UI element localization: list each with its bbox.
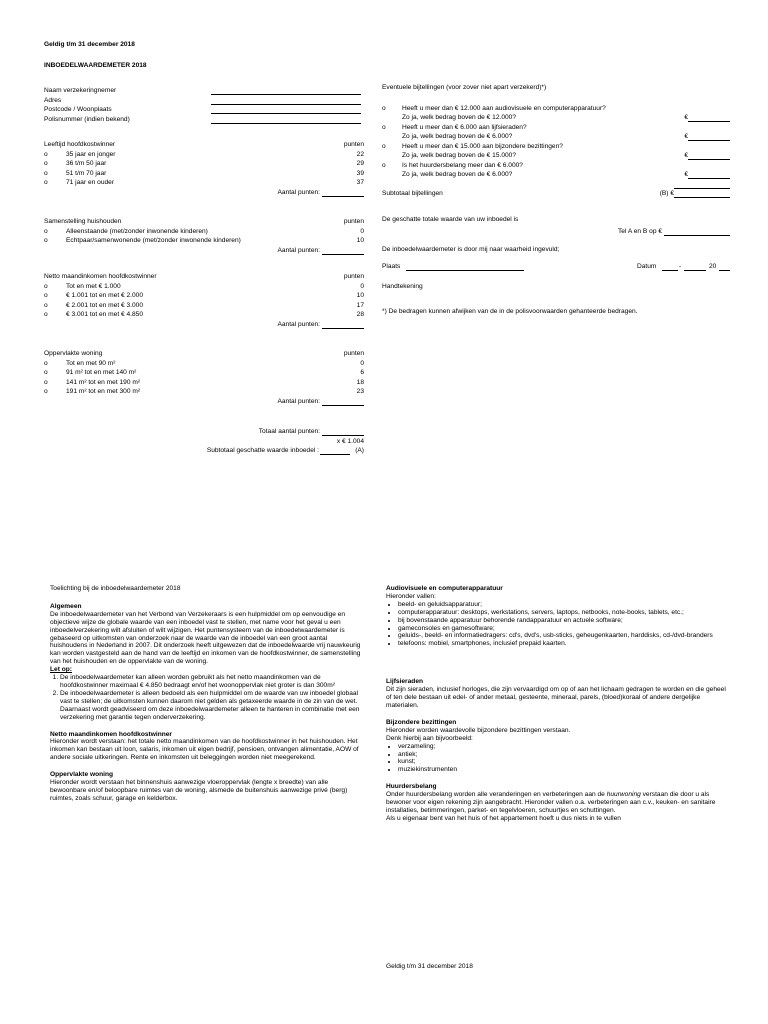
radio-icon[interactable]: o <box>44 311 48 318</box>
surface-total-input[interactable] <box>322 398 364 406</box>
radio-icon[interactable]: o <box>44 292 48 299</box>
postcode-input-line[interactable] <box>211 106 361 114</box>
general-title: Algemeen <box>50 602 82 610</box>
radio-icon[interactable]: o <box>44 227 48 235</box>
list-item: • verzameling; <box>398 743 726 751</box>
extras-title: Eventuele bijtellingen (voor zover niet apart verzekerd)*) <box>382 84 547 91</box>
surface-option-2: o 91 m² tot en met 140 m² 6 <box>44 369 364 376</box>
place-input[interactable] <box>406 263 524 271</box>
note-title: Let op: <box>50 666 72 674</box>
list-item: 1. De inboedelwaardemeter kan alleen worden gebruikt als het netto maandinkomen van de hoofdkostwinner maximaal € 4.850 bedraagt en/of het woonoppervlak niet groter is dan 300m² <box>60 674 362 690</box>
total-points-input[interactable] <box>322 428 364 436</box>
extra-1-question: o Heeft u meer dan € 12.000 aan audiovisuele en computerapparatuur? <box>382 104 606 112</box>
tenant-title: Huurdersbelang <box>386 783 437 791</box>
surface-total: Aantal punten: <box>44 398 364 408</box>
special-intro-2: Denk hierbij aan bijvoorbeeld: <box>386 734 473 742</box>
surface-option-1: o Tot en met 90 m² 0 <box>44 359 364 367</box>
tenant-text-2: Als u eigenaar bent van het huis of het appartement hoeft u dus niets in te vullen <box>386 814 621 822</box>
jewel-title: Lijfsieraden <box>386 678 424 686</box>
surface-expl-text: Hieronder wordt verstaan het binnenshuis aanwezige vloeroppervlak (lengte x breedte) van alle bewoonbare en/of beloopbare ruimtes van de woning, alsmede de buitenshuis aanwezige privé (berg) ruimtes, zoals schuur, garage en kelderbox. <box>50 779 348 802</box>
extra-3-question: o Heeft u meer dan € 15.000 aan bijzondere bezittingen? <box>382 142 563 150</box>
income-option-2: o € 1.001 tot en met € 2.000 10 <box>44 292 364 299</box>
extra-2-sub: Zo ja, welk bedrag boven de € 6.000? € <box>382 133 730 143</box>
income-option-1: o Tot en met € 1.000 0 <box>44 282 364 290</box>
explanation-title: Toelichting bij de inboedelwaardemeter 2018 <box>50 585 181 592</box>
household-option-1: o Alleenstaande (met/zonder inwonende kinderen) 0 <box>44 227 364 235</box>
field-postcode: Postcode / Woonplaats <box>44 106 364 116</box>
radio-icon[interactable]: o <box>44 179 48 186</box>
av-list <box>386 601 726 648</box>
extra-2-question: o Heeft u meer dan € 6.000 aan lijfsieraden? <box>382 123 527 131</box>
extra-4-sub: Zo ja, welk bedrag boven de € 6.000? € <box>382 171 730 181</box>
radio-icon[interactable]: o <box>44 160 48 167</box>
list-item: • telefoons: mobiel, smartphones, inclusief prepaid kaarten. <box>398 640 726 648</box>
extra-4-question: o Is het huurdersbelang meer dan € 6.000? <box>382 161 523 169</box>
age-option-4: o 71 jaar en ouder 37 <box>44 179 364 186</box>
date-month-input[interactable] <box>684 263 706 271</box>
radio-icon[interactable]: o <box>44 237 48 244</box>
income-option-3: o € 2.001 tot en met € 3.000 17 <box>44 301 364 309</box>
footer-valid-until: Geldig t/m 31 december 2018 <box>386 963 473 970</box>
radio-icon[interactable]: o <box>44 301 48 309</box>
household-total: Aantal punten: <box>44 247 364 257</box>
estimated-total-input[interactable] <box>664 228 730 236</box>
age-option-2: o 36 t/m 50 jaar 29 <box>44 160 364 167</box>
surface-option-4: o 191 m² tot en met 300 m² 23 <box>44 388 364 395</box>
personal-fields <box>44 87 364 125</box>
subtotal-a-input[interactable] <box>320 447 350 455</box>
radio-icon[interactable]: o <box>44 378 48 386</box>
footnote: *) De bedragen kunnen afwijken van de in de polisvoorwaarden gehanteerde bedragen. <box>382 308 638 315</box>
estimated-sum-row: Tel A en B op € <box>382 228 730 238</box>
income-title: Netto maandinkomen hoofdkostwinner <box>44 273 157 280</box>
date-day-input[interactable] <box>662 263 678 271</box>
extra-3-amount-input[interactable] <box>688 152 730 160</box>
truth-statement: De inboedelwaardemeter is door mij naar waarheid ingevuld; <box>382 245 560 253</box>
estimated-label-row: De geschatte totale waarde van uw inboedel is <box>382 215 519 223</box>
income-option-4: o € 3.001 tot en met € 4.850 28 <box>44 311 364 318</box>
av-intro: Hieronder vallen: <box>386 592 436 600</box>
income-total-input[interactable] <box>322 321 364 329</box>
page-title: INBOEDELWAARDEMETER 2018 <box>44 62 147 69</box>
household-option-2: o Echtpaar/samenwonende (met/zonder inwonende kinderen) 10 <box>44 237 364 244</box>
radio-icon[interactable]: o <box>44 369 48 376</box>
household-title: Samenstelling huishouden <box>44 218 122 225</box>
multiplier-row: x € 1.004 <box>336 437 364 445</box>
notes-list <box>50 674 362 721</box>
subtotal-a-row: Subtotaal geschatte waarde inboedel : (A) <box>206 447 364 454</box>
list-item: • kunst; <box>398 758 726 766</box>
age-option-3: o 51 t/m 70 jaar 39 <box>44 169 364 177</box>
surface-title: Oppervlakte woning <box>44 350 103 357</box>
extra-1-amount-input[interactable] <box>688 114 730 122</box>
totals-section <box>44 428 364 457</box>
radio-icon[interactable]: o <box>382 123 386 131</box>
list-item: • beeld- en geluidsapparatuur; <box>398 601 726 609</box>
list-item: • antiek; <box>398 751 726 759</box>
special-intro: Hieronder worden waardevolle bijzondere bezittingen verstaan. <box>386 726 571 734</box>
av-title: Audiovisuele en computerapparatuur <box>386 585 503 592</box>
list-item: • geluids-, beeld- en informatiedragers: cd's, dvd's, usb-sticks, geheugenkaarten, harddisks, cd-/dvd-branders <box>398 632 726 640</box>
tenant-text: Onder huurdersbelang worden alle veranderingen en verbeteringen aan de huurwoning verstaan die door u als bewoner voor eigen rekening zijn aangebracht. Hieronder vallen o.a. verbeteringen aan c.v., keuken- en sanitaire installaties, betimmeringen, parket- en tegelvloeren, schuurtjes en schuttingen. <box>386 791 716 814</box>
place-date-row: Plaats Datum - 20 <box>382 263 730 273</box>
income-total: Aantal punten: <box>44 321 364 331</box>
radio-icon[interactable]: o <box>44 150 48 158</box>
extra-2-amount-input[interactable] <box>688 133 730 141</box>
field-policy: Polisnummer (indien bekend) <box>44 116 364 126</box>
policy-input-line[interactable] <box>211 116 361 124</box>
radio-icon[interactable]: o <box>44 169 48 177</box>
surface-expl-title: Oppervlakte woning <box>50 771 114 779</box>
list-item: • bij bovenstaande apparatuur behorende randapparatuur en actuele software; <box>398 617 726 625</box>
signature-row: Handtekening <box>382 282 423 290</box>
field-address: Adres <box>44 97 364 107</box>
special-title: Bijzondere bezittingen <box>386 718 457 726</box>
field-name: Naam verzekeringnemer <box>44 87 364 97</box>
extras-sum-line <box>674 181 730 189</box>
jewel-text: Dit zijn sieraden, inclusief horloges, die zijn vervaardigd om op of aan het lichaam gedragen te worden en die geheel of ten dele bestaan uit edel- of ander metaal, gesteente, mineraal, parels, (bloed)koraal of andere dergelijke materialen. <box>386 686 726 709</box>
income-expl-title: Netto maandinkomen hoofdkostwinner <box>50 730 172 738</box>
general-text: De inboedelwaardemeter van het Verbond van Verzekeraars is een hulpmiddel om op eenvoudige en objectieve wijze de globale waarde van een inboedel vast te stellen, met name voor het geval u een inboedelverzekering wilt afsluiten of wilt wijzigen. Het puntensysteem van de inboedelwaardemeter is gebaseerd op uitkomsten van onderzoek naar de waarde van de inboedel van een groot aantal huishoudens in Nederland in 2007. Dit onderzoek heeft uitgewezen dat de inboedelwaarde vrij nauwkeurig kan worden vastgesteld aan de hand van de leeftijd en inkomen van de hoofdkostwinner, de samenstelling van het huishouden en de oppervlakte van de woning. <box>50 610 361 666</box>
household-section: Samenstelling huishouden punten o Alleenstaande (met/zonder inwonende kinderen) 0 o Echtpaar/samenwonende (met/zonder inwonende kinderen) 10 Aantal punten: <box>44 218 364 256</box>
list-item: 2. De inboedelwaardemeter is alleen bedoeld als een hulpmiddel om de waarde van uw inboedel globaal vast te stellen; de uitkomsten kunnen daarom niet gelden als getaxeerde waarde in de zin van de wet. Daarnaast wordt geadviseerd om deze inboedelwaardemeter alleen te hanteren in combinatie met een verzekering met garantie tegen onderverzekering. <box>60 690 362 722</box>
age-total: Aantal punten: <box>44 189 364 199</box>
subtotal-b-row: Subtotaal bijtellingen (B) € <box>382 190 730 200</box>
surface-option-3: o 141 m² tot en met 190 m² 18 <box>44 378 364 386</box>
list-item: • muziekinstrumenten <box>398 766 726 774</box>
age-title: Leeftijd hoofdkostwinner <box>44 141 116 148</box>
extra-1-sub: Zo ja, welk bedrag boven de € 12.000? € <box>382 114 730 124</box>
radio-icon[interactable]: o <box>44 388 48 395</box>
list-item: • computerapparatuur: desktops, werkstations, servers, laptops, netbooks, note-books, tablets, etc.; <box>398 609 726 617</box>
age-option-1: o 35 jaar en jonger 22 <box>44 150 364 158</box>
radio-icon[interactable]: o <box>382 104 386 112</box>
total-points-row: Totaal aantal punten: <box>44 428 364 438</box>
extras-section <box>382 84 730 318</box>
age-section <box>44 141 364 198</box>
radio-icon[interactable]: o <box>382 161 386 169</box>
explanation-right <box>386 585 726 823</box>
surface-section: Oppervlakte woning punten o Tot en met 90 m² 0 o 91 m² tot en met 140 m² 6 o 141 m² tot en met 190 m² 18 o 191 m² tot en met 300 m² 23 Aantal punten: <box>44 350 364 407</box>
radio-icon[interactable]: o <box>44 282 48 290</box>
explanation-left <box>50 585 362 803</box>
extra-4-amount-input[interactable] <box>688 171 730 179</box>
radio-icon[interactable]: o <box>382 142 386 150</box>
age-total-input[interactable] <box>322 189 364 197</box>
date-year-input[interactable] <box>719 263 730 271</box>
income-section: Netto maandinkomen hoofdkostwinner punten o Tot en met € 1.000 0 o € 1.001 tot en met € 2.000 10 o € 2.001 tot en met € 3.000 17 o € 3.001 tot en met € 4.850 28 Aantal punten: <box>44 273 364 330</box>
extra-3-sub: Zo ja, welk bedrag boven de € 15.000? € <box>382 152 730 162</box>
list-item: • gameconsoles en gamesoftware; <box>398 625 726 633</box>
household-total-input[interactable] <box>322 247 364 255</box>
name-input-line[interactable] <box>211 87 361 95</box>
special-list <box>386 743 726 775</box>
radio-icon[interactable]: o <box>44 359 48 367</box>
age-points-label: punten <box>343 141 364 148</box>
subtotal-b-input[interactable] <box>674 190 730 198</box>
address-input-line[interactable] <box>211 97 361 105</box>
income-expl-text: Hieronder wordt verstaan: het totale netto maandinkomen van de hoofdkostwinner in het huishouden. Het inkomen kan bestaan uit loon, salaris, inkomen uit eigen bedrijf, pensioen, ontvangen alimentatie, AOW of andere sociale uitkeringen. Rente en inkomsten uit beleggingen worden niet meegerekend. <box>50 738 359 762</box>
valid-until-header: Geldig t/m 31 december 2018 <box>44 41 135 48</box>
